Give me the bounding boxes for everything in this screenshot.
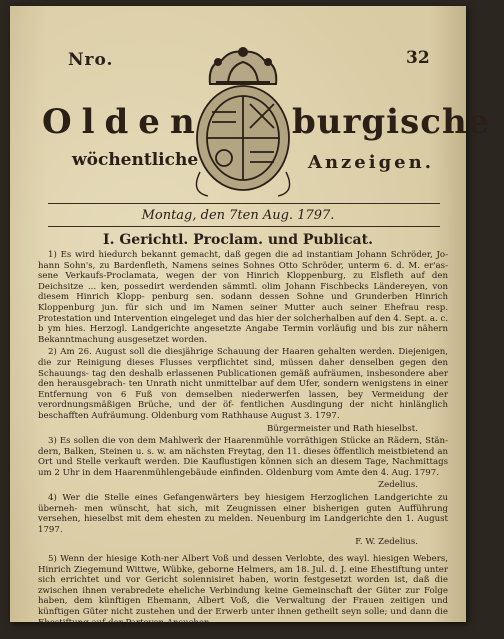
notice-1: 1) Es wird hiedurch bekannt gemacht, daß gegen die ad instantiam Johann Schröder, Jo- hann Sohn's, zu Bardenfleth, Namens seines Sohnes Otto Schröder, unterm 6. d. M. er'as- sene Verkaufs-Proclamata, wegen der von Hinrich Kloppenburg, zu Elsfleth auf den Deichsitze ... ken, possedirt werdenden sämmtl. olim Johann Fischbecks Ländereyen, von diesem Hinrich Klopp- penburg sen. sodann dessen Sohne und Grunderben Hinrich Kloppenburg jun. für sich und im Namen seiner Mutter auch seiner Ehefrau resp. Protestation und Intervention eingeleget und das hier der solcherhalben auf den 4. Sept. a. c. b ym hies. Herzogl. Landgerichte angesetzte Angabe Termin vorläufig und bis zur nähern Bekanntmachung ausgesetzet worden.	[38, 250, 448, 345]
masthead-title-left: Olden	[42, 102, 205, 142]
masthead-title-right: burgische	[292, 102, 491, 142]
notice-5: 5) Wenn der hiesige Koth-ner Albert Voß und dessen Verlobte, des wayl. hiesigen Webers, Hinrich Ziegemund Wittwe, Wübke, geborne Helmers, am 18. Jul. d. J. eine Ehestiftung unter sich errichtet und vor Gericht solennisiret haben, worin festgesetzt worden ist, daß die zwischen ihnen verabredete eheliche Verbindung keine Gemeinschaft der Güter zur Folge haben, dem künftigen Ehemann, Albert Voß, die Verwaltung der Frauen zeitigen und künftigen Güter nicht zustehen und der Erwerb unter ihnen getheilt seyn solle; und dann die Ehestiftung auf der Parteyen Ansuchen	[38, 554, 448, 628]
masthead-rule-bottom	[48, 226, 440, 227]
masthead-rule-top	[48, 203, 440, 204]
notice-4-signature: F. W. Zedelius.	[355, 537, 418, 548]
notices-body	[38, 250, 448, 630]
masthead-subtitle-left: wöchentliche	[72, 150, 199, 170]
notice-2-signature: Bürgermeister und Rath hieselbst.	[267, 423, 418, 434]
notice-3: 3) Es sollen die von dem Mahlwerk der Haarenmühle vorräthigen Stücke an Rädern, Stän- dern, Balken, Steinen u. s. w. am nächsten Freytag, den 11. dieses öffentlich meistbietend an Ort und Stelle verkauft werden. Die Kauflustigen können sich an diesem Tage, Nachmittags um 2 Uhr in dem Haarenmühlengebäude einfinden. Oldenburg vom Amte den 4. Aug. 1797.	[38, 436, 448, 478]
page-number: 32	[406, 48, 430, 68]
issue-number-label: Nro.	[68, 50, 114, 70]
notice-3-signature: Zedelius.	[378, 480, 418, 491]
issue-dateline: Montag, den 7ten Aug. 1797.	[141, 208, 335, 223]
masthead-subtitle-right: Anzeigen.	[308, 152, 434, 173]
notice-4: 4) Wer die Stelle eines Gefangenwärters bey hiesigem Herzoglichen Landgerichte zu überneh- men wünscht, hat sich, mit Zeugnissen einer bisherigen guten Aufführung versehen, hieselbst mit dem ehesten zu melden. Neuenburg im Landgerichte den 1. August 1797.	[38, 493, 448, 535]
notice-2: 2) Am 26. August soll die diesjährige Schauung der Haaren gehalten werden. Diejenigen, die zur Reinigung dieses Flusses verpflichtet sind, müssen daher denselben gegen den Schauungs- tag den deshalb erlassenen Publicationen gemäß aufräumen, insbesondere aber den herausgebrach- ten Unrath nicht unmittelbar auf dem Ufer, sondern wenigstens in einer Entfernung von 6 Fuß von demselben niederwerfen lassen, bey Vermeidung der verordnungsmäßigen Brüche, und der öf- fentlichen Ausdingung der nicht hinlänglich beschafften Aufräumung. Oldenburg vom Rathhause August 3. 1797.	[38, 347, 448, 421]
newspaper-page	[10, 6, 491, 628]
section-heading: I. Gerichtl. Proclam. und Publicat.	[103, 232, 373, 248]
